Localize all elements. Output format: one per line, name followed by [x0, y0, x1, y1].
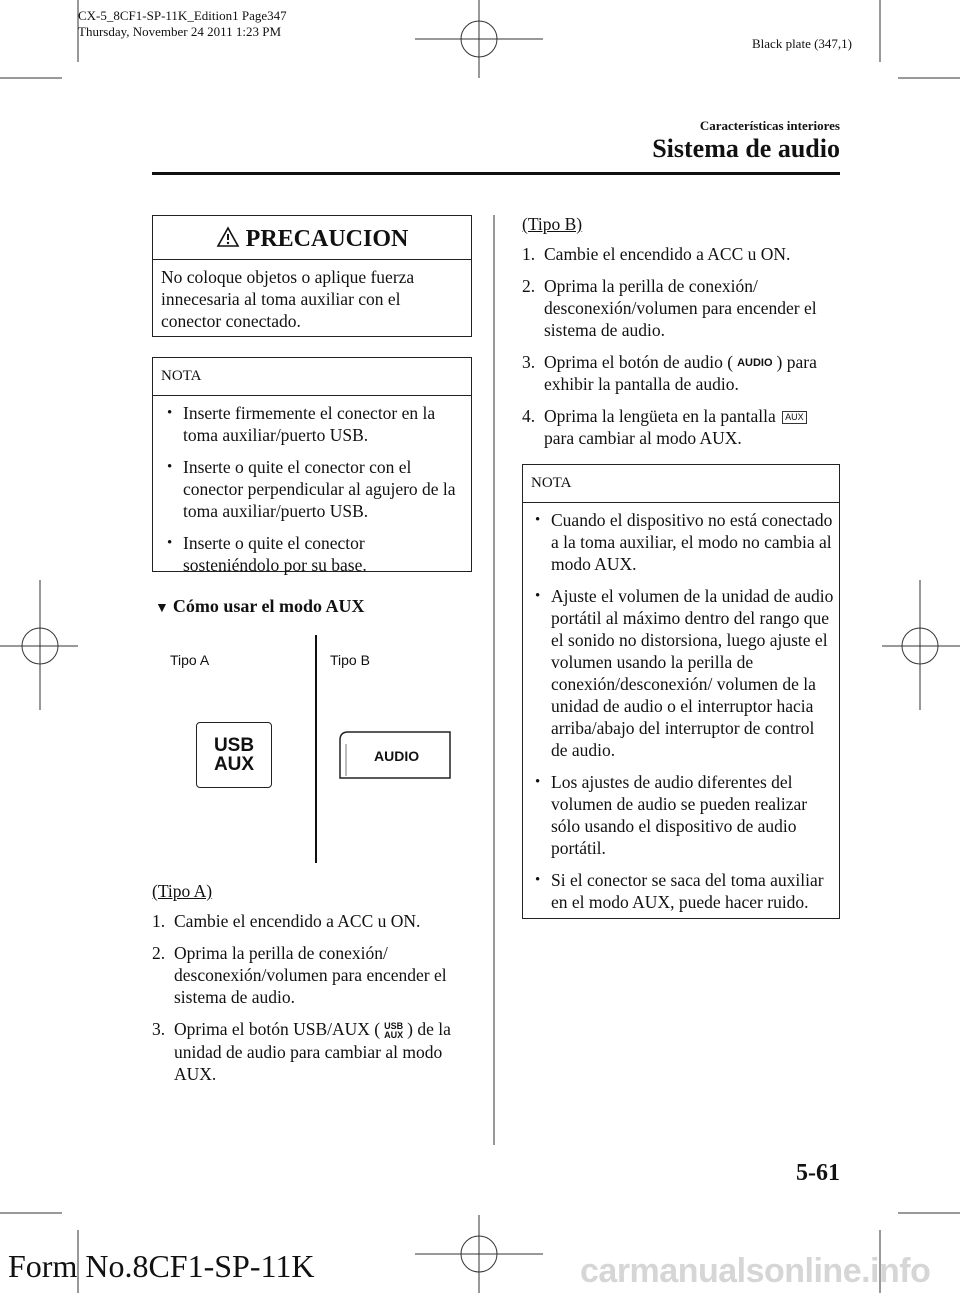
tipo-b-step2-text: Oprima la perilla de conexión/ desconexión/volumen para encender el sistema de audio. — [544, 276, 817, 340]
tipo-b-step: 1. Cambie el encendido a ACC u ON. — [522, 244, 791, 264]
tipo-a-step3-pre: Oprima el botón USB/AUX ( — [174, 1019, 381, 1039]
tipo-b-step1-text: Cambie el encendido a ACC u ON. — [544, 244, 791, 264]
note1-list — [159, 402, 465, 586]
tipo-a-step: 2. Oprima la perilla de conexión/ desconexión/volumen para encender el sistema de audio. — [152, 943, 447, 1007]
note2-item: • Los ajustes de audio diferentes del volumen de audio se pueden realizar sólo usando el dispositivo de audio portátil. — [527, 771, 835, 859]
usb-icon-line1: USB — [384, 1020, 404, 1031]
figure-label-a: Tipo A — [170, 652, 210, 668]
section-heading — [155, 596, 365, 617]
triangle-down-icon: ▼ — [155, 601, 169, 616]
page-number: 5-61 — [796, 1160, 840, 1186]
tipo-b-heading: (Tipo B) — [522, 214, 583, 234]
page-title: Sistema de audio — [652, 134, 840, 163]
tipo-a-step2-text: Oprima la perilla de conexión/ desconexión/volumen para encender el sistema de audio. — [174, 943, 447, 1007]
tipo-a-step3-post: ) de la unidad de audio para cambiar al modo AUX. — [174, 1019, 451, 1084]
tipo-b-step3-post: ) para exhibir la pantalla de audio. — [544, 352, 817, 394]
caution-box — [152, 215, 472, 337]
usb-aux-icon — [382, 1021, 405, 1041]
usb-icon-line2: AUX — [384, 1029, 404, 1040]
note-box-2 — [522, 464, 840, 919]
header-rule — [152, 172, 840, 175]
note2-item: • Cuando el dispositivo no está conectado a la toma auxiliar, el modo no cambia al modo AUX. — [527, 509, 835, 575]
tipo-a-heading: (Tipo A) — [152, 881, 213, 901]
tipo-b-step4-pre: Oprima la lengüeta en la pantalla — [544, 406, 776, 426]
caution-text: No coloque objetos o aplique fuerza innecesaria al toma auxiliar con el conector conectado. — [161, 267, 415, 331]
aux-label: AUX — [213, 754, 255, 775]
form-number: Form No.8CF1-SP-11K — [8, 1248, 315, 1284]
note2-item: • Si el conector se saca del toma auxiliar en el modo AUX, puede hacer ruido. — [527, 869, 835, 913]
tipo-b-step: 4. Oprima la lengüeta en la pantalla AUX para cambiar al modo AUX. — [522, 405, 842, 449]
tipo-b-step3-pre: Oprima el botón de audio ( — [544, 352, 734, 372]
tipo-b-section — [522, 213, 842, 459]
aux-tab-icon: AUX — [782, 411, 807, 424]
audio-button-label: AUDIO — [374, 748, 420, 764]
tipo-a-section — [152, 880, 477, 1095]
caution-heading: PRECAUCION — [245, 226, 409, 252]
note1-item: • Inserte firmemente el conector en la toma auxiliar/puerto USB. — [159, 402, 465, 446]
tipo-b-step: 3. Oprima el botón de audio ( AUDIO ) para exhibir la pantalla de audio. — [522, 352, 817, 394]
tipo-a-step1-text: Cambie el encendido a ACC u ON. — [174, 911, 421, 931]
note2-item: • Ajuste el volumen de la unidad de audio portátil al máximo dentro del rango que el sonido no distorsiona, luego ajuste el volumen usando la perilla de conexión/desconexión/ volumen de la unidad de audio o el interruptor hacia arriba/abajo del interruptor de control de audio. — [527, 585, 835, 761]
figure-divider — [315, 635, 317, 863]
tipo-a-step: 1. Cambie el encendido a ACC u ON. — [152, 911, 421, 931]
note1-item: • Inserte o quite el conector sosteniéndolo por su base. — [159, 532, 465, 576]
figure-label-b: Tipo B — [330, 652, 370, 668]
section-name: Características interiores — [699, 118, 840, 133]
audio-icon: AUDIO — [737, 357, 773, 370]
note-box-1 — [152, 357, 472, 575]
note1-heading: NOTA — [161, 368, 202, 384]
usb-aux-button — [196, 722, 272, 788]
print-meta-line1: CX-5_8CF1-SP-11K_Edition1 Page347 — [78, 8, 287, 23]
print-meta — [78, 8, 287, 40]
tipo-b-step: 2. Oprima la perilla de conexión/ desconexión/volumen para encender el sistema de audio. — [522, 276, 817, 340]
note1-item: • Inserte o quite el conector con el conector perpendicular al agujero de la toma auxiliar/puerto USB. — [159, 456, 465, 522]
section-heading-text: Cómo usar el modo AUX — [172, 596, 365, 616]
usb-label: USB — [213, 735, 255, 756]
warning-icon — [216, 226, 240, 248]
plate-label: Black plate (347,1) — [752, 36, 852, 51]
tipo-b-step4-post: para cambiar al modo AUX. — [544, 428, 742, 448]
note2-list — [527, 509, 835, 923]
print-meta-line2: Thursday, November 24 2011 1:23 PM — [78, 24, 282, 39]
watermark: carmanualsonline.info — [580, 1252, 931, 1290]
caution-heading-row — [153, 226, 471, 253]
tipo-a-step: 3. Oprima el botón USB/AUX ( USB AUX ) de la unidad de audio para cambiar al modo AUX. — [152, 1019, 451, 1084]
note2-heading: NOTA — [531, 475, 572, 491]
